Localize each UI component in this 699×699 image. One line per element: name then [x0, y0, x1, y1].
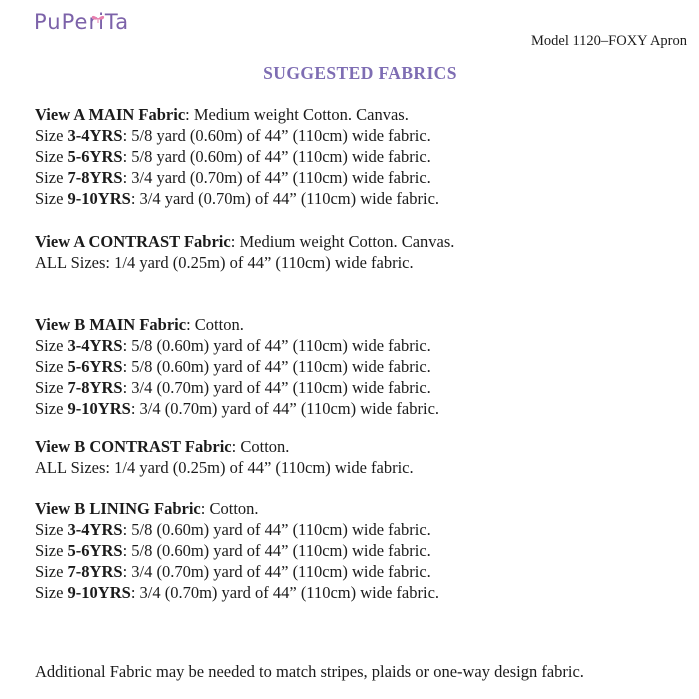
section-heading: View B CONTRAST Fabric: Cotton.: [35, 437, 290, 456]
size-line: Size 3-4YRS: 5/8 (0.60m) yard of 44” (110cm) wide fabric.: [35, 336, 431, 355]
footer-note: Additional Fabric may be needed to match stripes, plaids or one-way design fabric.: [35, 662, 584, 681]
butterfly-icon: [91, 5, 105, 29]
size-line: Size 3-4YRS: 5/8 (0.60m) yard of 44” (110cm) wide fabric.: [35, 520, 431, 539]
fabric-section-view-a-main: [35, 104, 669, 209]
brand-logo-text: PuPeriTa: [34, 10, 130, 34]
size-line: Size 9-10YRS: 3/4 (0.70m) yard of 44” (110cm) wide fabric.: [35, 583, 440, 602]
fabric-section-view-b-contrast: [35, 436, 669, 478]
size-line: Size 9-10YRS: 3/4 yard (0.70m) of 44” (110cm) wide fabric.: [35, 189, 440, 208]
fabric-section-view-b-lining: [35, 498, 669, 603]
size-line: Size 7-8YRS: 3/4 (0.70m) yard of 44” (110cm) wide fabric.: [35, 378, 431, 397]
size-line: Size 5-6YRS: 5/8 yard (0.60m) of 44” (110cm) wide fabric.: [35, 147, 431, 166]
size-line: ALL Sizes: 1/4 yard (0.25m) of 44” (110cm) wide fabric.: [35, 458, 414, 477]
section-heading: View A MAIN Fabric: Medium weight Cotton. Canvas.: [35, 105, 409, 124]
section-heading: View B MAIN Fabric: Cotton.: [35, 315, 244, 334]
size-line: ALL Sizes: 1/4 yard (0.25m) of 44” (110cm) wide fabric.: [35, 253, 414, 272]
fabric-section-view-a-contrast: [35, 231, 669, 273]
size-line: Size 9-10YRS: 3/4 (0.70m) yard of 44” (110cm) wide fabric.: [35, 399, 440, 418]
model-label: Model 1120–FOXY Apron: [530, 33, 687, 49]
size-line: Size 7-8YRS: 3/4 yard (0.70m) of 44” (110cm) wide fabric.: [35, 168, 431, 187]
fabric-section-view-b-main: [35, 314, 669, 419]
size-line: Size 3-4YRS: 5/8 yard (0.60m) of 44” (110cm) wide fabric.: [35, 126, 431, 145]
section-heading: View A CONTRAST Fabric: Medium weight Cotton. Canvas.: [35, 232, 455, 251]
size-line: Size 5-6YRS: 5/8 (0.60m) yard of 44” (110cm) wide fabric.: [35, 541, 431, 560]
brand-logo: [34, 10, 129, 34]
page-title: SUGGESTED FABRICS: [263, 63, 457, 83]
size-line: Size 7-8YRS: 3/4 (0.70m) yard of 44” (110cm) wide fabric.: [35, 562, 431, 581]
size-line: Size 5-6YRS: 5/8 (0.60m) yard of 44” (110cm) wide fabric.: [35, 357, 431, 376]
section-heading: View B LINING Fabric: Cotton.: [35, 499, 259, 518]
